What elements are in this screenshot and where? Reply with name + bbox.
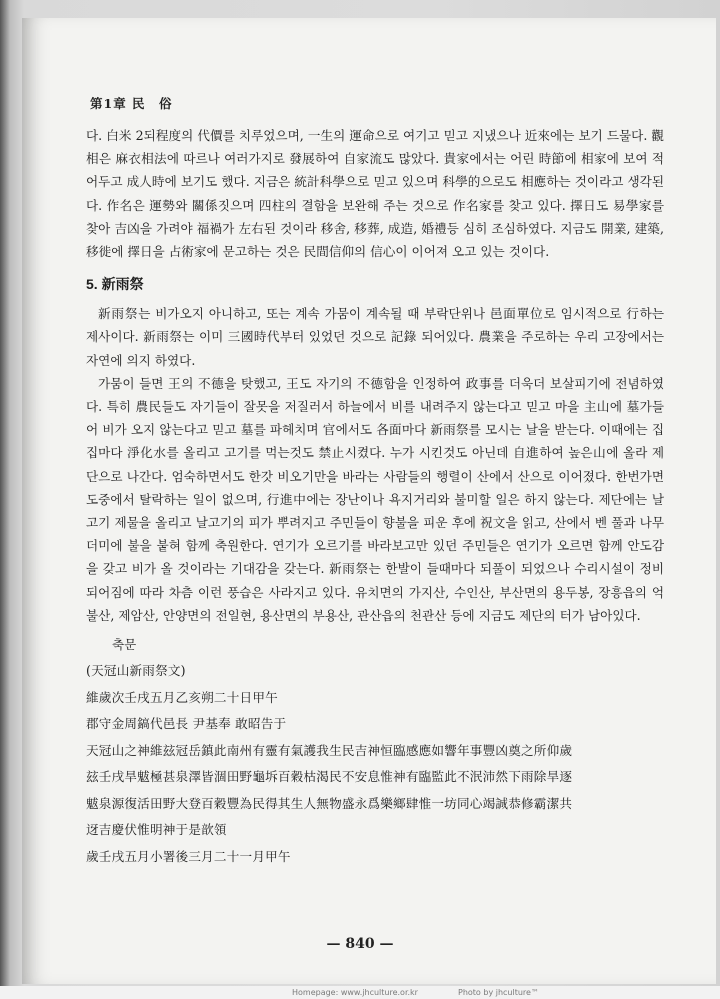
photo-credit-bar [0,986,720,999]
body-paragraph-2: 가뭄이 들면 王의 不德을 탓했고, 王도 자기의 不德함을 인정하여 政事를 더욱더 보살피기에 전념하였다. 특히 農民들도 자기들이 잘못을 저질러서 하늘에서 비를 내려주지 않는다고 믿고 마을 主山에 墓가들어 비가 오지 않는다고 믿고 墓를 파헤치며 官에서도 各面마다 新雨祭를 모시는 날을 받는다. 이때에는 집집마다 淨化水를 올리고 고기를 먹는것도 禁止시켰다. 누가 시킨것도 아닌데 自進하여 높은山에 올라 제단으로 나간다. 엄숙하면서도 한갓 비오기만을 바라는 사람들의 행렬이 산에서 산으로 이어졌다. 한번가면 도중에서 탈락하는 일이 없으며, 行進中에는 장난이나 욕지거리와 불미할 일은 하지 않는다. 제단에는 날고기 제물을 올리고 날고기의 피가 뿌려지고 주민들이 향불을 피운 후에 祝文을 읽고, 산에서 벤 풀과 나무더미에 불을 붙혀 함께 축원한다. 연기가 오르기를 바라보고만 있던 주민들은 연기가 오르면 함께 안도감을 갖고 비가 올 것이라는 기대감을 갖는다. 新雨祭는 한발이 들때마다 되풀이 되었으나 수리시설이 정비 되어짐에 따라 차츰 이런 풍습은 사라지고 있다. 유치면의 가지산, 수인산, 부산면의 용두봉, 장흥읍의 억불산, 제암산, 안양면의 전일현, 용산면의 부용산, 관산읍의 천관산 등에 지금도 제단의 터가 남아있다. [86,375,664,623]
prayer-line: 魃泉源復活田野大登百穀豐為民得其生人無物盛永爲樂鄉肆惟一坊同心竭誠恭修霸潔共 [86,795,573,811]
prayer-line: 郡守金周鎬代邑長 尹基奉 敢昭告于 [86,716,287,732]
running-head: 第1章 民 俗 [90,96,173,111]
prayer-line: 歲壬戌五月小署後三月二十一月甲午 [86,848,291,864]
body-paragraph-1: 新雨祭는 비가오지 아니하고, 또는 계속 가뭄이 계속될 때 부락단위나 邑面單位로 임시적으로 行하는 제사이다. 新雨祭는 이미 三國時代부터 있었던 것으로 記錄 되어있다. 農業을 주로하는 우리 고장에서는 자연에 의지 하였다. [86,306,664,368]
page-number: — 840 — [326,936,394,952]
prayer-line: (天冠山新雨祭文) [86,663,186,679]
prayer-line: 維歲次壬戌五月乙亥朔二十日甲午 [86,689,278,705]
prayer-line: 迓吉慶伏惟明神于是歆領 [86,822,227,838]
prayer-line: 玆壬戌旱魃極甚泉澤皆涸田野龜坼百穀枯渴民不安息惟神有臨監此不泯沛然下雨除旱逐 [86,769,573,785]
section-title: 5. 新雨祭 [86,276,144,293]
page-body [86,124,664,870]
intro-paragraph: 다. 白米 2되程度의 代價를 치루었으며, 一生의 運命으로 여기고 믿고 지냈으나 近來에는 보기 드물다. 觀相은 麻衣相法에 따르나 여러가지로 發展하여 自家流도 많았다. 貴家에서는 어린 時節에 相家에 보여 적어두고 成人時에 보기도 했다. 지금은 統計科學으로 믿고 있으며 科學的으로도 相應하는 것이라고 생각된다. 作名은 運勢와 關係짓으며 四柱의 결함을 보완해 주는 것으로 作名家를 찾고 있다. 擇日도 易學家를 찾아 吉凶을 가려야 福禍가 左右된 것이라 移舍, 移葬, 成造, 婚禮등 심히 조심하였다. 지금도 開業, 建築, 移徙에 擇日을 占術家에 문고하는 것은 民間信仰의 信心이 이어져 오고 있는 것이다. [86,128,664,260]
prayer-text-block [86,658,664,870]
homepage-credit: Homepage: www.jhculture.or.kr [292,988,418,997]
prayer-line: 天冠山之神維玆冠岳鎮此南州有靈有氣護我生民吉神恒臨感應如響年事豐凶奠之所仰歲 [86,742,573,758]
prayer-heading: 축문 [112,637,137,653]
photo-credit: Photo by jhculture™ [458,988,539,997]
